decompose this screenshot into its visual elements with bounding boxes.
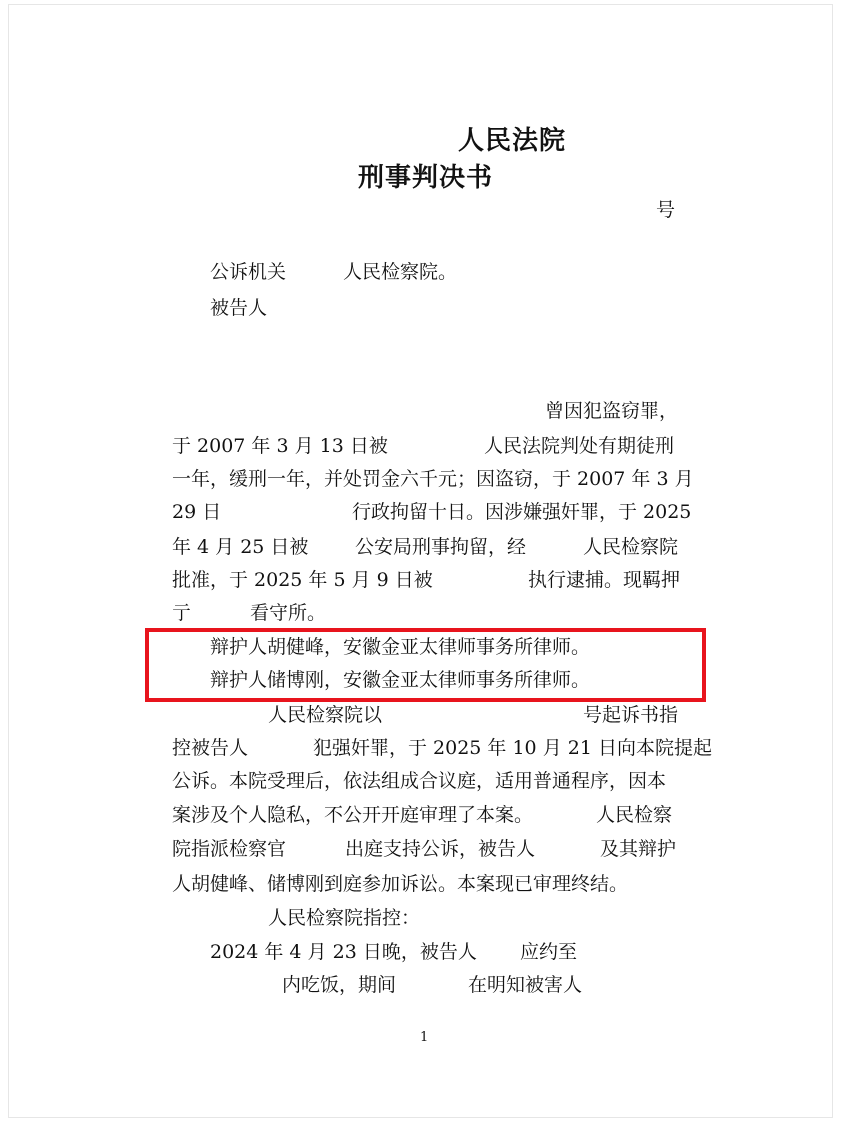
procedure-line-5c: 及其辩护: [600, 838, 677, 860]
record-line-6b: 执行逮捕。现羁押: [528, 569, 681, 591]
procedure-line-2a: 控被告人: [172, 737, 249, 759]
court-name: 人民法院: [458, 126, 567, 156]
document-type-title: 刑事判决书: [358, 163, 494, 193]
record-line-4b: 行政拘留十日。因涉嫌强奸罪，于 2025: [352, 501, 692, 523]
record-line-5a: 年 4 月 25 日被: [172, 536, 309, 558]
record-line-5b: 公安局刑事拘留，经: [355, 536, 527, 558]
defender-line-1: 辩护人胡健峰，安徽金亚太律师事务所律师。: [210, 636, 591, 658]
charges-line-1: 人民检察院指控：: [268, 907, 421, 929]
record-line-3: 一年，缓刑一年，并处罚金六千元；因盗窃，于 2007 年 3 月: [172, 468, 694, 490]
procedure-line-4b: 人民检察: [596, 804, 673, 826]
prosecutor-org: 人民检察院。: [343, 261, 458, 283]
defendant-label: 被告人: [210, 297, 268, 319]
procedure-line-5b: 出庭支持公诉，被告人: [345, 838, 536, 860]
charges-line-2a: 2024 年 4 月 23 日晚，被告人: [210, 941, 477, 963]
procedure-line-6: 人胡健峰、储博刚到庭参加诉讼。本案现已审理终结。: [172, 873, 629, 895]
record-line-7a: 亍: [172, 602, 192, 624]
record-line-4a: 29 日: [172, 501, 222, 523]
procedure-line-1a: 人民检察院以: [268, 704, 383, 726]
case-number: 号: [656, 199, 676, 221]
record-line-7b: 看守所。: [250, 602, 327, 624]
record-line-1: 曾因犯盗窃罪，: [545, 400, 679, 422]
prosecutor-label: 公诉机关: [210, 261, 287, 283]
procedure-line-2b: 犯强奸罪，于 2025 年 10 月 21 日向本院提起: [313, 737, 712, 759]
defender-line-2: 辩护人储博刚，安徽金亚太律师事务所律师。: [210, 669, 591, 691]
procedure-line-3: 公诉。本院受理后，依法组成合议庭，适用普通程序，因本: [172, 770, 667, 792]
procedure-line-5a: 院指派检察官: [172, 838, 287, 860]
charges-line-3a: 内吃饭，期间: [282, 974, 397, 996]
record-line-6a: 批准，于 2025 年 5 月 9 日被: [172, 569, 433, 591]
record-line-5c: 人民检察院: [583, 536, 679, 558]
record-line-2b: 人民法院判处有期徒刑: [484, 435, 675, 457]
page-number: 1: [420, 1030, 429, 1045]
charges-line-3b: 在明知被害人: [468, 974, 583, 996]
procedure-line-1b: 号起诉书指: [583, 704, 679, 726]
procedure-line-4a: 案涉及个人隐私，不公开开庭审理了本案。: [172, 804, 534, 826]
charges-line-2b: 应约至: [520, 941, 578, 963]
record-line-2a: 于 2007 年 3 月 13 日被: [172, 435, 388, 457]
